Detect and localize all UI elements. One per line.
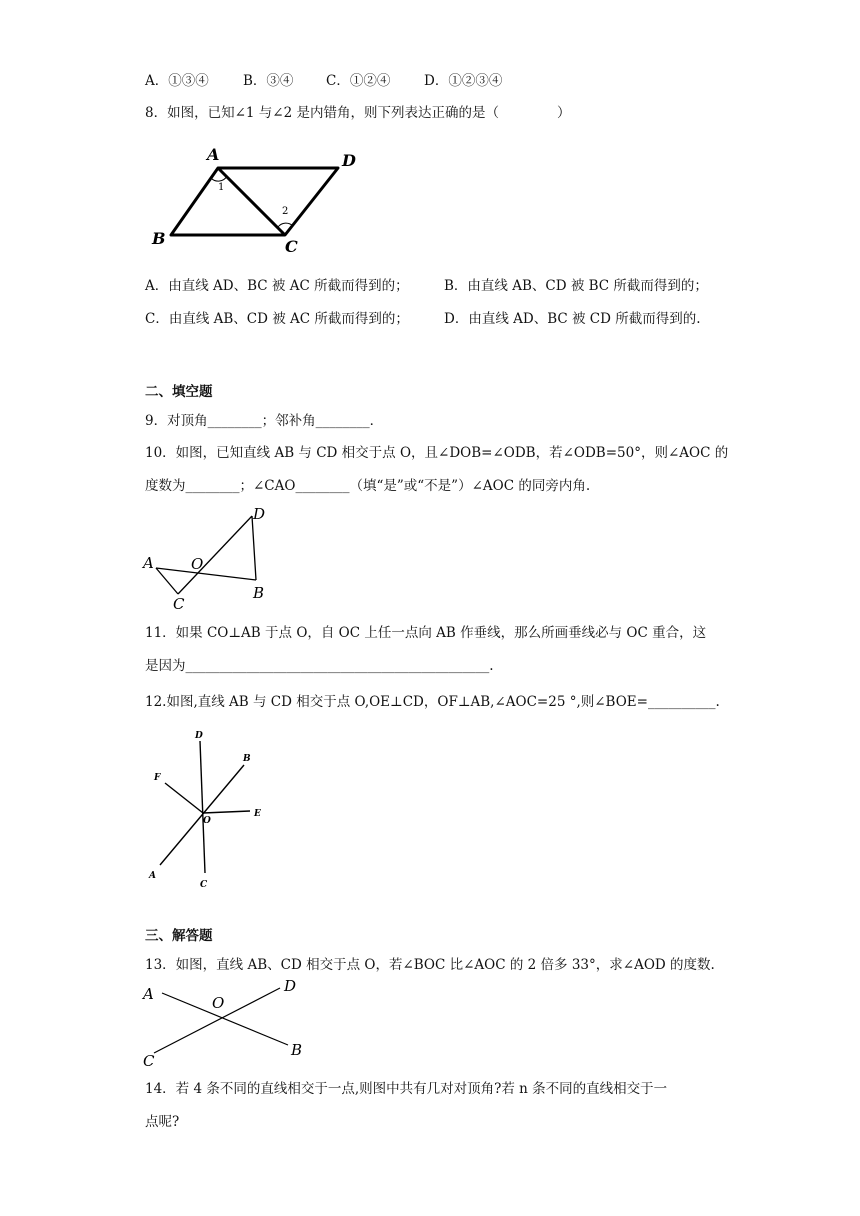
q7-option-a: A．①③④ [145, 73, 209, 89]
q10-line1: 10．如图，已知直线 AB 与 CD 相交于点 O，且∠DOB=∠ODB，若∠ODB=50°，则∠AOC 的 [145, 445, 729, 461]
q8-options-row2 [145, 309, 701, 329]
q8-label-1: 1 [218, 182, 225, 193]
q8-label-b: B [152, 229, 166, 248]
q10-label-d: D [253, 505, 266, 523]
q13-label-b: B [291, 1041, 303, 1059]
q8-label-a: A [207, 145, 220, 164]
section-heading-solutions: 三、解答题 [145, 928, 213, 944]
q10-segment-db [252, 516, 256, 580]
q12-ray-of [165, 783, 203, 813]
q11-line1: 11．如果 CO⊥AB 于点 O，自 OC 上任一点向 AB 作垂线，那么所画垂线必与 OC 重合，这 [145, 625, 707, 641]
q13-line1: 13．如图，直线 AB、CD 相交于点 O，若∠BOC 比∠AOC 的 2 倍多 33°，求∠AOD 的度数. [145, 957, 715, 973]
q8-stem-close: ） [556, 105, 571, 121]
q8-stem-text: 8．如图，已知∠1 与∠2 是内错角，则下列表达正确的是（ [145, 105, 499, 121]
q12-line1: 12.如图,直线 AB 与 CD 相交于点 O,OE⊥CD，OF⊥AB,∠AOC=25 °,则∠BOE=__________. [145, 694, 720, 710]
section-heading-fill-in: 二、填空题 [145, 384, 213, 400]
q10-segment-ac [156, 568, 178, 594]
q10-figure [140, 502, 280, 614]
q11-line2: 是因为_____________________________________________. [145, 658, 494, 674]
q7-option-c: C．①②④ [326, 73, 391, 89]
q13-line-ab [162, 993, 288, 1045]
q8-option-a: A．由直线 AD、BC 被 AC 所截而得到的； [145, 278, 409, 294]
q13-label-o: O [212, 994, 225, 1012]
q8-diagonal-ac [218, 168, 285, 235]
q10-label-o: O [191, 555, 204, 573]
q10-line-cd [178, 516, 252, 594]
q8-option-b: B．由直线 AB、CD 被 BC 所截而得到的； [444, 278, 708, 294]
q12-figure [140, 725, 280, 895]
q12-label-b: B [243, 754, 251, 764]
q8-label-2: 2 [282, 206, 289, 217]
q8-parallelogram [171, 168, 338, 235]
q8-figure [145, 140, 365, 255]
q8-label-d: D [342, 151, 356, 170]
q14-line2: 点呢? [145, 1114, 180, 1130]
q8-option-c: C．由直线 AB、CD 被 AC 所截而得到的； [145, 311, 409, 327]
q10-label-c: C [173, 595, 185, 613]
q12-label-a: A [149, 871, 156, 881]
q8-options-row1 [145, 276, 708, 296]
q14-line1: 14．若 4 条不同的直线相交于一点,则图中共有几对对顶角?若 n 条不同的直线相交于一 [145, 1081, 668, 1097]
q7-options [145, 71, 502, 91]
q13-label-d: D [284, 977, 297, 995]
q12-label-e: E [254, 809, 261, 819]
q10-line2: 度数为________；∠CAO________（填“是”或“不是”）∠AOC 的同旁内角. [145, 478, 591, 494]
q12-ray-oe [203, 811, 250, 813]
q13-figure [140, 975, 320, 1070]
q12-label-c: C [200, 880, 208, 890]
q10-label-b: B [253, 584, 265, 602]
q8-option-d: D．由直线 AD、BC 被 CD 所截而得到的. [444, 311, 701, 327]
q9-text: 9．对顶角________；邻补角________． [145, 413, 384, 429]
q7-option-b: B．③④ [243, 73, 294, 89]
q12-label-f: F [154, 773, 161, 783]
q12-line-cd [200, 741, 205, 873]
q12-label-d: D [195, 731, 203, 741]
q10-label-a: A [143, 554, 154, 572]
q13-label-a: A [143, 985, 154, 1003]
q8-label-c: C [285, 237, 298, 255]
q10-line-ab [156, 568, 256, 580]
q12-label-o: O [203, 816, 211, 826]
q8-stem [145, 103, 570, 123]
q7-option-d: D．①②③④ [424, 73, 503, 89]
q13-label-c: C [143, 1052, 155, 1070]
